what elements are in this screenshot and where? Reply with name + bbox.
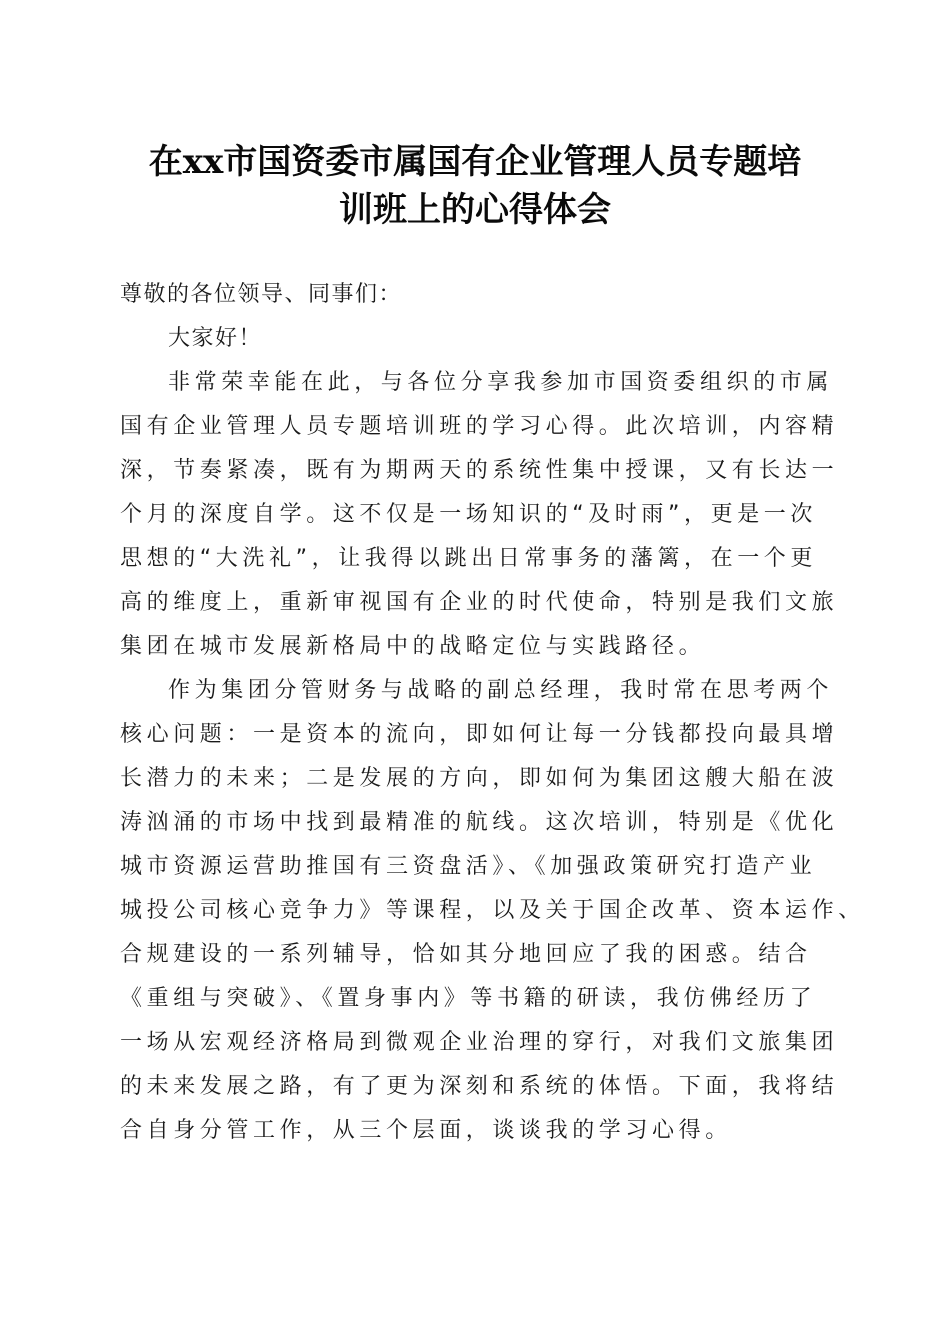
document-body [120,280,865,1160]
greeting: 大家好！ [168,326,263,351]
paragraph-line: 城市资源运营助推国有三资盘活》、《加强政策研究打造产业 [120,854,817,879]
paragraph-line: 城投公司核心竞争力》等课程，以及关于国企改革、资本运作、 [120,898,865,923]
paragraph-2 [120,676,865,1160]
paragraph-line: 思想的“大洗礼”，让我得以跳出日常事务的藩篱，在一个更 [120,546,817,571]
paragraph-line: 作为集团分管财务与战略的副总经理，我时常在思考两个 [168,678,834,703]
paragraph-line: 集团在城市发展新格局中的战略定位与实践路径。 [120,634,706,659]
paragraph-line: 核心问题：一是资本的流向，即如何让每一分钱都投向最具增 [120,722,839,747]
paragraph-line: 个月的深度自学。这不仅是一场知识的“及时雨”，更是一次 [120,502,817,527]
paragraph-1 [120,368,850,676]
paragraph-line: 国有企业管理人员专题培训班的学习心得。此次培训，内容精 [120,414,839,439]
document-title [0,138,950,234]
paragraph-line: 非常荣幸能在此，与各位分享我参加市国资委组织的市属 [168,370,834,395]
title-line-2: 训班上的心得体会 [339,190,611,230]
salutation: 尊敬的各位领导、同事们： [120,282,403,307]
paragraph-line: 长潜力的未来；二是发展的方向，即如何为集团这艘大船在波 [120,766,839,791]
paragraph-line: 涛汹涌的市场中找到最精准的航线。这次培训，特别是《优化 [120,810,839,835]
paragraph-line: 高的维度上，重新审视国有企业的时代使命，特别是我们文旅 [120,590,839,615]
title-line-1: 在xx市国资委市属国有企业管理人员专题培 [148,142,802,182]
paragraph-line: 合规建设的一系列辅导，恰如其分地回应了我的困惑。结合 [120,942,812,967]
paragraph-line: 一场从宏观经济格局到微观企业治理的穿行，对我们文旅集团 [120,1030,839,1055]
paragraph-line: 的未来发展之路，有了更为深刻和系统的体悟。下面，我将结 [120,1074,839,1099]
paragraph-line: 《重组与突破》、《置身事内》等书籍的研读，我仿佛经历了 [120,986,817,1011]
paragraph-line: 合自身分管工作，从三个层面，谈谈我的学习心得。 [120,1118,732,1143]
paragraph-line: 深，节奏紧凑，既有为期两天的系统性集中授课，又有长达一 [120,458,839,483]
